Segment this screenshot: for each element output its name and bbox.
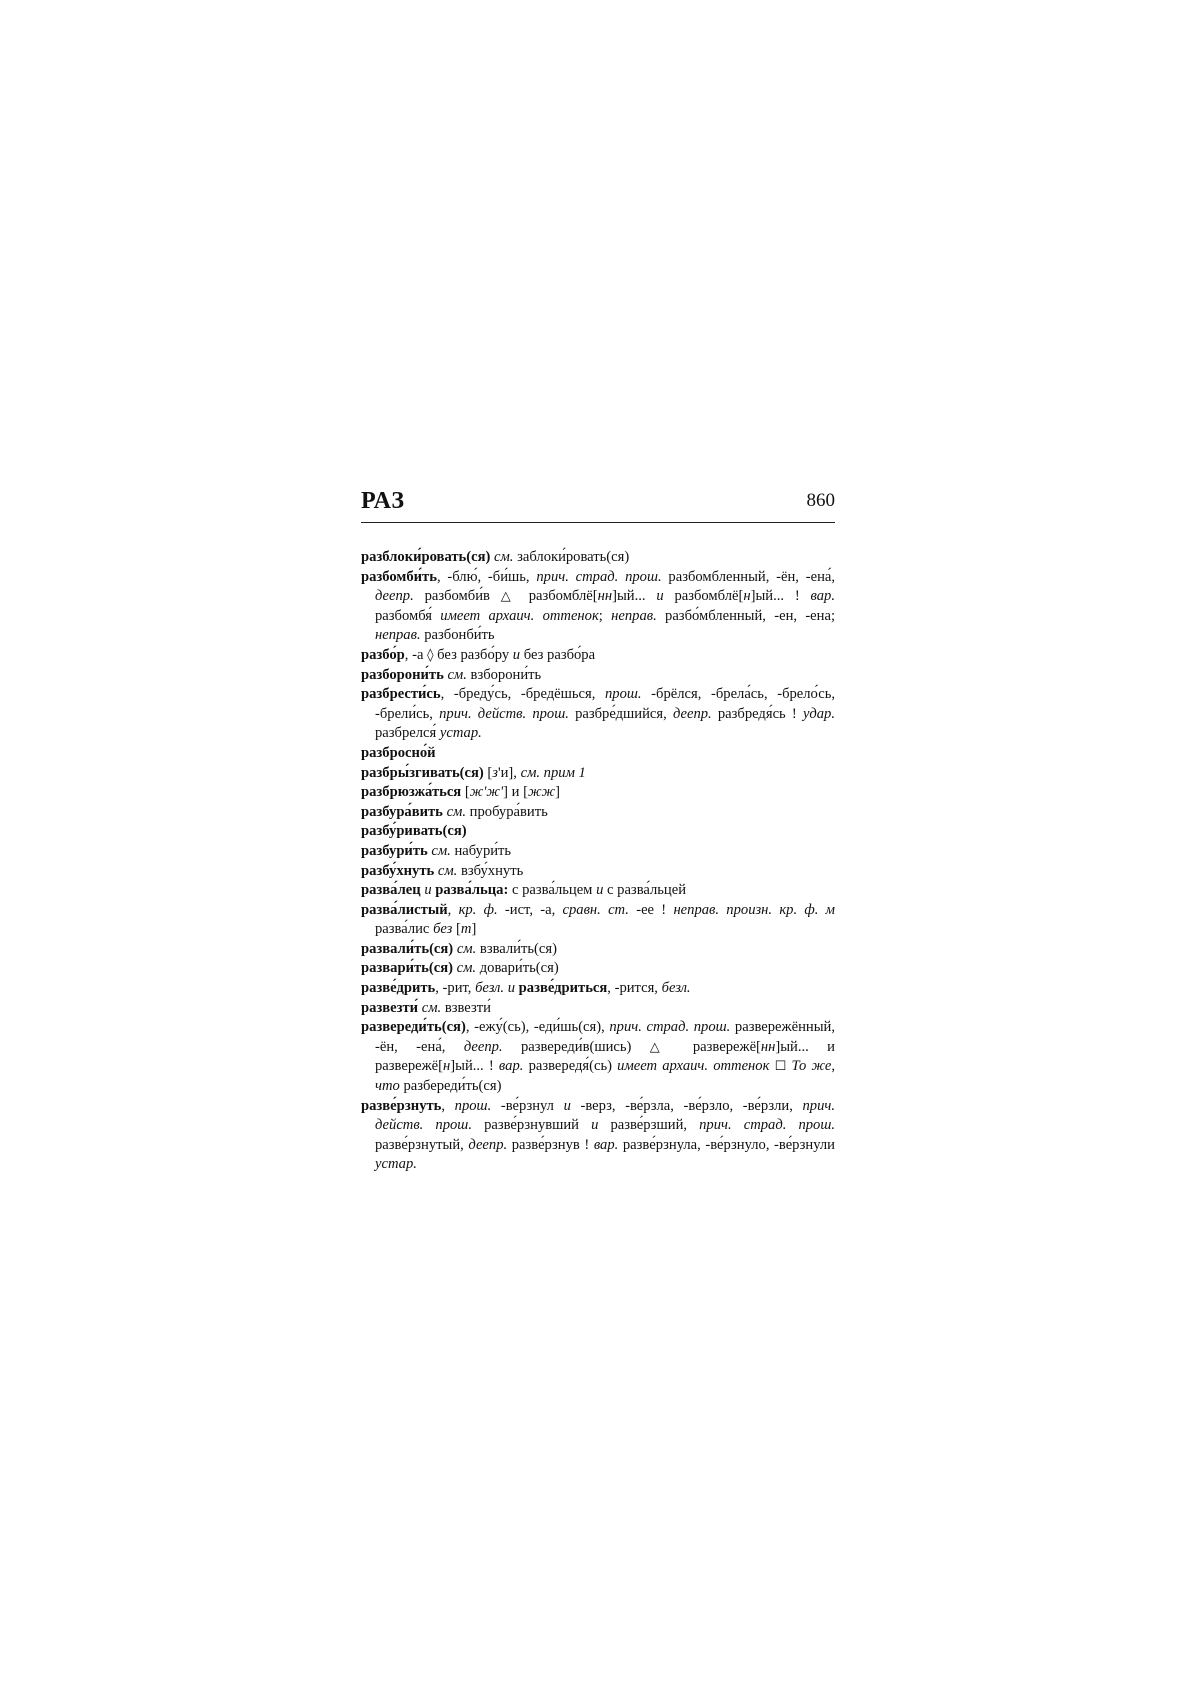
label: без bbox=[433, 921, 453, 938]
headword: развари́ть(ся) bbox=[361, 960, 453, 977]
label: з bbox=[492, 764, 498, 781]
entry-razbor bbox=[361, 646, 835, 666]
text: -ее ! bbox=[628, 901, 674, 918]
text: , bbox=[441, 1097, 455, 1114]
text: , -ежу́(сь), -еди́шь(ся), bbox=[465, 1019, 610, 1036]
label: см. bbox=[456, 940, 477, 957]
label: и bbox=[512, 646, 521, 663]
label: н bbox=[443, 1058, 451, 1075]
text: развереди́в(шись) bbox=[502, 1038, 650, 1055]
text: -брёлся, -брела́сь, -брело́сь, -брели́сь, bbox=[375, 686, 835, 722]
label: т bbox=[460, 921, 472, 938]
headword: разбу́ривать(ся) bbox=[361, 823, 467, 840]
entry-razvalets bbox=[361, 881, 835, 901]
text: , -блю́, -би́шь, bbox=[436, 568, 537, 585]
text: ]ый... и развережё[ bbox=[375, 1038, 835, 1075]
label: неправ. bbox=[375, 627, 421, 644]
diamond-icon: ◊ bbox=[427, 647, 434, 663]
label: вар. bbox=[593, 1136, 619, 1153]
headword: разбу́хнуть bbox=[361, 862, 435, 879]
label: сравн. ст. bbox=[562, 901, 629, 918]
text: разбомбленный, -ён, -ена́, bbox=[661, 568, 835, 585]
text: с разва́льцем bbox=[508, 882, 597, 899]
headword: разбура́вить bbox=[361, 803, 443, 820]
label: см. прим 1 bbox=[520, 764, 586, 781]
text: взбу́хнуть bbox=[457, 862, 524, 879]
headword: разва́лец bbox=[361, 882, 421, 899]
text: без разбо́ру bbox=[433, 646, 513, 663]
entry-razverznut bbox=[361, 1097, 835, 1175]
label: прош. bbox=[605, 686, 642, 703]
text: развережённый, -ён, -ена́, bbox=[375, 1019, 835, 1055]
entry-razbryzgivat bbox=[361, 764, 835, 784]
text: разбомбя́ bbox=[375, 607, 441, 624]
text: , bbox=[447, 901, 459, 918]
headword: разбо́р bbox=[361, 646, 405, 663]
text: с разва́льцей bbox=[603, 882, 687, 899]
headword: развезти́ bbox=[361, 999, 419, 1016]
label: устар. bbox=[375, 1156, 417, 1173]
label: деепр. bbox=[468, 1136, 508, 1153]
entry-razvezti bbox=[361, 999, 835, 1019]
entry-razvarit bbox=[361, 959, 835, 979]
label: нн bbox=[760, 1038, 776, 1055]
text: разбонби́ть bbox=[420, 627, 495, 644]
text: , -рится, bbox=[607, 980, 662, 997]
text: ]ый... bbox=[612, 588, 657, 605]
text: ]ый... ! bbox=[750, 588, 811, 605]
headword: разбрести́сь bbox=[361, 686, 441, 703]
label: прич. страд. прош. bbox=[536, 568, 662, 585]
label: прич. действ. прош. bbox=[439, 705, 569, 722]
entry-razburavit bbox=[361, 803, 835, 823]
label: неправ. bbox=[611, 607, 657, 624]
text: заблоки́ровать(ся) bbox=[513, 549, 630, 565]
page-number: 860 bbox=[806, 490, 835, 511]
entry-razbukhnut bbox=[361, 862, 835, 882]
label: нн bbox=[597, 588, 613, 605]
label: см. bbox=[447, 666, 467, 683]
text: ; bbox=[598, 607, 612, 624]
label: прич. страд. прош. bbox=[609, 1019, 731, 1036]
headword: разве́дрить bbox=[361, 980, 436, 997]
headword: разбрюзжа́ться bbox=[361, 784, 462, 801]
text: развередя́(сь) bbox=[523, 1058, 618, 1075]
headword: разборони́ть bbox=[361, 666, 444, 683]
text: разбре́дшийся, bbox=[568, 705, 673, 722]
triangle-icon: △ bbox=[500, 589, 518, 605]
label: То же, что bbox=[375, 1058, 836, 1095]
label: и bbox=[563, 1097, 571, 1114]
text: пробура́вить bbox=[466, 803, 548, 820]
label: н bbox=[743, 588, 751, 605]
headword-2: разве́дриться bbox=[518, 980, 608, 997]
entry-razbrestis bbox=[361, 685, 835, 744]
headword-2: разва́льца: bbox=[435, 882, 509, 899]
text: -ист, -а, bbox=[497, 901, 563, 918]
running-head: РАЗ bbox=[361, 488, 405, 514]
text: разве́рзнувший bbox=[471, 1117, 592, 1134]
label: см. bbox=[456, 960, 477, 977]
headword: разве́рзнуть bbox=[361, 1097, 442, 1114]
triangle-icon: △ bbox=[649, 1039, 675, 1055]
text: ] bbox=[555, 784, 560, 801]
label: неправ. произн. кр. ф. м bbox=[673, 901, 835, 918]
entry-razburit bbox=[361, 842, 835, 862]
text: ]ый... ! bbox=[450, 1058, 499, 1075]
text: [ bbox=[461, 784, 470, 801]
text: разве́рзнув ! bbox=[507, 1136, 594, 1153]
label: см. bbox=[431, 842, 451, 859]
entry-razbrosnoy bbox=[361, 744, 835, 764]
label: см. bbox=[421, 999, 442, 1016]
dictionary-entries bbox=[361, 548, 835, 1175]
text: разбомблё[ bbox=[517, 588, 598, 605]
text: [ bbox=[452, 921, 461, 938]
label: см. bbox=[437, 862, 458, 879]
label: деепр. bbox=[672, 705, 712, 722]
text: ] и [ bbox=[503, 784, 528, 801]
headword: разбомби́ть bbox=[361, 568, 437, 585]
text: разва́лис bbox=[375, 921, 434, 938]
text: набури́ть bbox=[450, 842, 512, 859]
label: деепр. bbox=[463, 1038, 503, 1055]
text: разве́рзнутый, bbox=[375, 1136, 469, 1153]
label: деепр. bbox=[375, 588, 414, 605]
text: -ве́рзнул bbox=[491, 1097, 564, 1114]
headword: разва́листый bbox=[361, 901, 448, 918]
text: разбредя́сь ! bbox=[711, 705, 803, 722]
text: разбрелся́ bbox=[375, 725, 440, 742]
label: прош. bbox=[454, 1097, 492, 1114]
headword: разбури́ть bbox=[361, 842, 428, 859]
label: кр. ф. bbox=[458, 901, 498, 918]
text: , -а bbox=[404, 646, 428, 663]
text: разбомби́в bbox=[413, 588, 501, 605]
label: и bbox=[591, 1117, 599, 1134]
text: взборони́ть bbox=[466, 666, 542, 683]
entry-razboronit bbox=[361, 666, 835, 686]
headword: разбросно́й bbox=[361, 744, 436, 761]
label: безл. и bbox=[475, 980, 516, 997]
label: устар. bbox=[439, 725, 482, 742]
text: без разбо́ра bbox=[520, 646, 596, 663]
text: [ bbox=[483, 764, 493, 781]
entry-razvalisty bbox=[361, 901, 835, 940]
label: удар. bbox=[802, 705, 835, 722]
text: взвезти́ bbox=[441, 999, 491, 1016]
label: см. bbox=[446, 803, 467, 820]
label: вар. bbox=[498, 1058, 524, 1075]
label: прич. действ. прош. bbox=[375, 1097, 835, 1134]
label: имеет архаич. оттенок bbox=[617, 1058, 770, 1075]
text: развережё[ bbox=[674, 1038, 761, 1055]
text: разбо́мбленный, -ен, -ена; bbox=[656, 607, 835, 624]
text: , -рит, bbox=[435, 980, 476, 997]
label: и bbox=[596, 882, 604, 899]
entry-razbryuzzhatsya bbox=[361, 783, 835, 803]
headword: развали́ть(ся) bbox=[361, 940, 454, 957]
headword: разбры́згивать(ся) bbox=[361, 764, 484, 781]
entry-razbombit bbox=[361, 568, 835, 646]
headword: разблоки́ровать(ся) bbox=[361, 549, 491, 565]
text: довари́ть(ся) bbox=[476, 960, 559, 977]
label: имеет архаич. оттенок bbox=[440, 607, 599, 624]
entry-razvalit bbox=[361, 940, 835, 960]
label: см. bbox=[494, 549, 514, 565]
text: разбомблё[ bbox=[663, 588, 744, 605]
label: прич. страд. прош. bbox=[699, 1117, 835, 1134]
entry-razburivat bbox=[361, 822, 835, 842]
text: взвали́ть(ся) bbox=[476, 940, 557, 957]
page-header bbox=[361, 488, 835, 523]
text: -верз, -ве́рзла, -ве́рзло, -ве́рзли, bbox=[570, 1097, 803, 1114]
entry-razblokirovat bbox=[361, 548, 835, 568]
label: безл. bbox=[661, 980, 691, 997]
text: разве́рзший, bbox=[598, 1117, 700, 1134]
text: разве́рзнула, -ве́рзнуло, -ве́рзнули bbox=[618, 1136, 835, 1153]
text: разбереди́ть(ся) bbox=[399, 1078, 502, 1095]
text: 'и], bbox=[497, 764, 521, 781]
label: и bbox=[424, 882, 432, 899]
label: жж bbox=[527, 784, 556, 801]
text: , -бреду́сь, -бредёшься, bbox=[440, 686, 605, 703]
headword: развереди́ть(ся) bbox=[361, 1019, 466, 1036]
square-icon: ☐ bbox=[774, 1059, 787, 1075]
label: вар. bbox=[810, 588, 835, 605]
text: ] bbox=[471, 921, 477, 938]
label: и bbox=[656, 588, 664, 605]
label: ж'ж' bbox=[469, 784, 504, 801]
entry-razveredit bbox=[361, 1018, 835, 1096]
entry-razvedrit bbox=[361, 979, 835, 999]
